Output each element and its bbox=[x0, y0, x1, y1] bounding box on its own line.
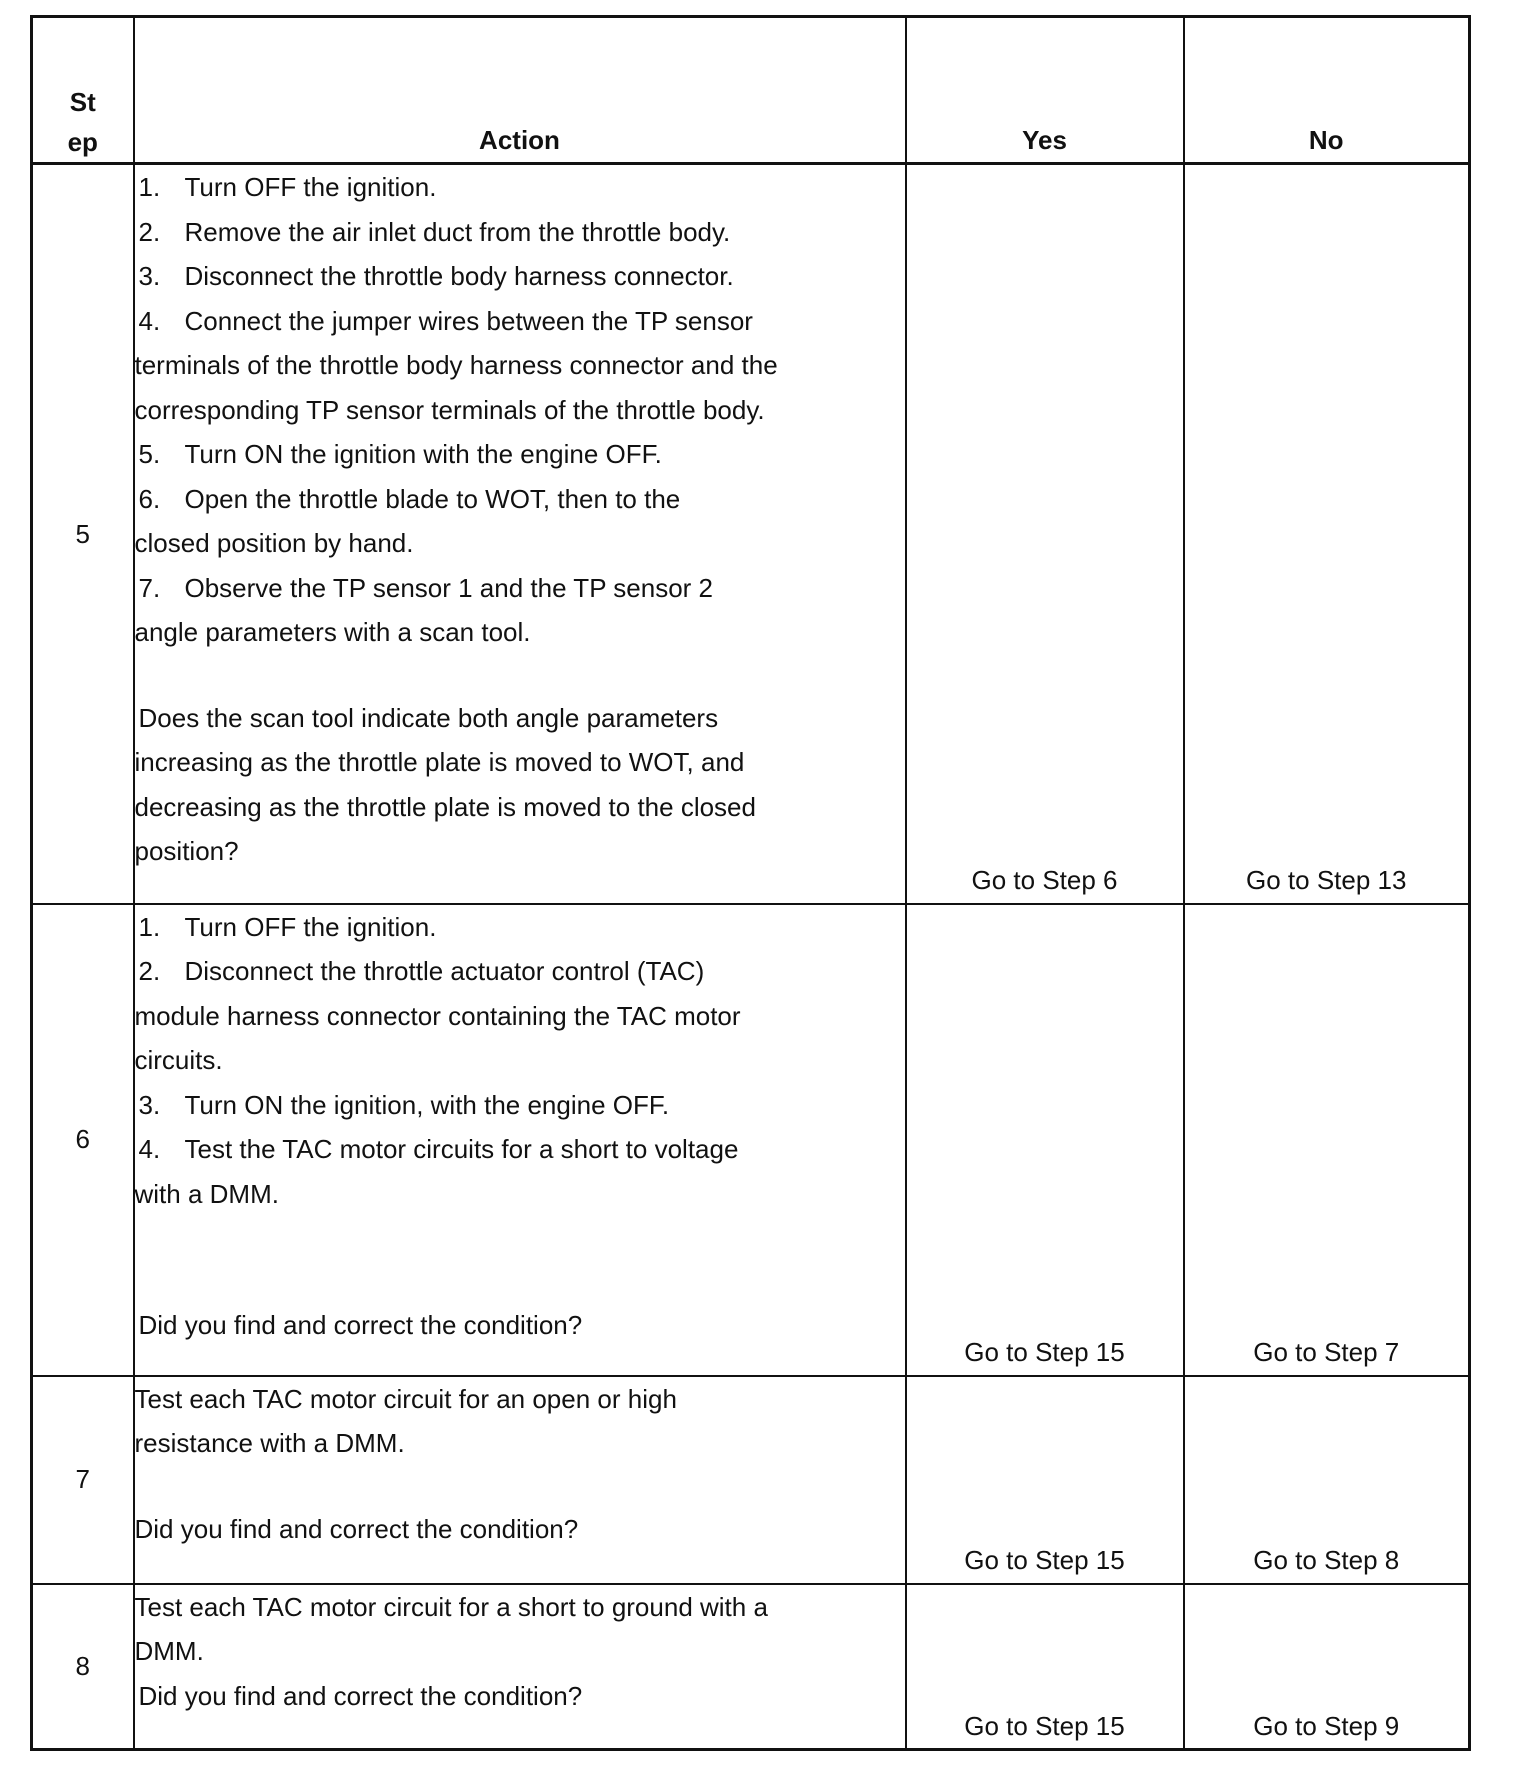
yes-column-header: Yes bbox=[906, 17, 1184, 164]
step-column-header bbox=[32, 17, 134, 164]
yes-result: Go to Step 15 bbox=[906, 1376, 1184, 1584]
action-item-continued: angle parameters with a scan tool. bbox=[134, 617, 531, 647]
action-cell bbox=[134, 164, 906, 904]
action-column-header: Action bbox=[134, 17, 906, 164]
yes-result: Go to Step 6 bbox=[906, 164, 1184, 904]
action-item: 2. Remove the air inlet duct from the throttle body. bbox=[138, 216, 731, 247]
question-text: Did you find and correct the condition? bbox=[134, 1513, 579, 1544]
action-item-continued: module harness connector containing the TAC motor bbox=[134, 1000, 741, 1031]
action-item-continued: closed position by hand. bbox=[134, 528, 414, 558]
yes-result: Go to Step 15 bbox=[906, 1584, 1184, 1750]
action-item: 7. Observe the TP sensor 1 and the TP sensor 2 bbox=[138, 572, 714, 603]
yes-result: Go to Step 15 bbox=[906, 904, 1184, 1376]
action-item-continued: with a DMM. bbox=[134, 1178, 279, 1209]
question-text: increasing as the throttle plate is moved to WOT, and bbox=[134, 747, 745, 777]
diagnostic-table bbox=[30, 15, 1471, 1751]
action-item-continued: corresponding TP sensor terminals of the throttle body. bbox=[134, 394, 765, 425]
header-row bbox=[32, 17, 1470, 164]
action-item: 3. Disconnect the throttle body harness connector. bbox=[138, 261, 734, 291]
action-item-continued: terminals of the throttle body harness connector and the bbox=[134, 350, 778, 380]
step-number: 8 bbox=[32, 1584, 134, 1750]
step-header-line1: St bbox=[69, 87, 96, 117]
no-result: Go to Step 8 bbox=[1184, 1376, 1470, 1584]
action-cell bbox=[134, 1584, 906, 1750]
table-row-step-8 bbox=[32, 1584, 1470, 1750]
table-row-step-5 bbox=[32, 164, 1470, 904]
step-number: 5 bbox=[32, 164, 134, 904]
action-item: 4. Connect the jumper wires between the TP sensor bbox=[138, 305, 753, 336]
action-item-continued: circuits. bbox=[134, 1045, 223, 1075]
question-text: Did you find and correct the condition? bbox=[138, 1310, 583, 1340]
action-text: Test each TAC motor circuit for an open or high bbox=[134, 1383, 677, 1414]
action-item: 3. Turn ON the ignition, with the engine OFF. bbox=[138, 1089, 670, 1120]
question-text: Did you find and correct the condition? bbox=[138, 1680, 583, 1711]
action-item: 6. Open the throttle blade to WOT, then to the bbox=[138, 483, 681, 514]
action-item: 2. Disconnect the throttle actuator control (TAC) bbox=[138, 956, 705, 986]
table-row-step-7 bbox=[32, 1376, 1470, 1584]
action-text: resistance with a DMM. bbox=[134, 1428, 405, 1458]
no-column-header: No bbox=[1184, 17, 1470, 164]
question-text: position? bbox=[134, 836, 239, 866]
no-result: Go to Step 13 bbox=[1184, 164, 1470, 904]
action-cell bbox=[134, 1376, 906, 1584]
table-row-step-6 bbox=[32, 904, 1470, 1376]
step-number: 7 bbox=[32, 1376, 134, 1584]
action-text: Test each TAC motor circuit for a short to ground with a bbox=[134, 1591, 768, 1622]
question-text: Does the scan tool indicate both angle parameters bbox=[138, 702, 719, 733]
no-result: Go to Step 9 bbox=[1184, 1584, 1470, 1750]
action-item: 1. Turn OFF the ignition. bbox=[138, 911, 437, 942]
question-text: decreasing as the throttle plate is moved to the closed bbox=[134, 791, 756, 822]
action-item: 1. Turn OFF the ignition. bbox=[138, 172, 437, 202]
step-header-line2: ep bbox=[67, 127, 98, 157]
no-result: Go to Step 7 bbox=[1184, 904, 1470, 1376]
action-item: 5. Turn ON the ignition with the engine OFF. bbox=[138, 439, 662, 469]
action-text: DMM. bbox=[134, 1636, 204, 1666]
step-number: 6 bbox=[32, 904, 134, 1376]
action-item: 4. Test the TAC motor circuits for a short to voltage bbox=[138, 1134, 739, 1164]
action-cell bbox=[134, 904, 906, 1376]
